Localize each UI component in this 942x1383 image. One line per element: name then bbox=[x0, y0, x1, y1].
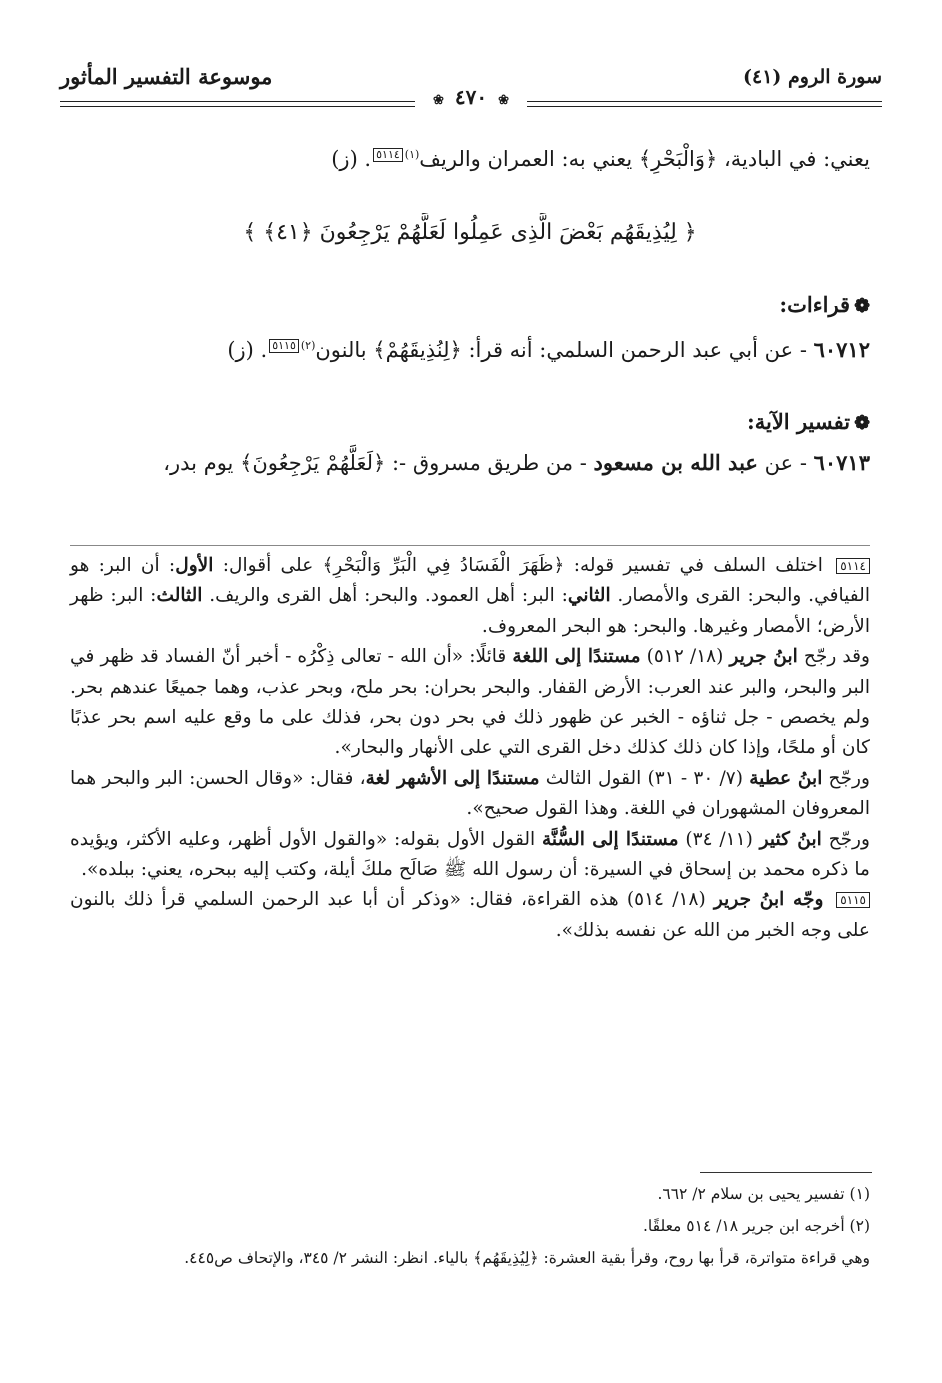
page-number: ٤٧٠ bbox=[454, 85, 488, 109]
commentary-section bbox=[70, 545, 870, 946]
scholar-name: ابنُ عطية bbox=[749, 767, 823, 789]
bold-term: الثاني bbox=[567, 585, 611, 607]
entry-number: ٦٠٧١٢ bbox=[813, 337, 870, 362]
commentary-ref: ٥١١٤ bbox=[373, 148, 403, 162]
page-number-block bbox=[415, 85, 527, 109]
footnote: (٢) أخرجه ابن جرير ١٨/ ٥١٤ معلقًا. bbox=[642, 1217, 870, 1235]
footnote-separator bbox=[700, 1172, 872, 1173]
bold-term: الأول bbox=[175, 555, 214, 576]
paragraph-text: ورجّح bbox=[821, 828, 871, 850]
heading-text: قراءات: bbox=[779, 292, 851, 317]
scholar-name: ابنُ كثير bbox=[759, 828, 822, 850]
entry-text: - من طريق مسروق -: ﴿لَعَلَّهُمْ يَرْجِعُونَ﴾ يوم بدر، bbox=[163, 451, 594, 475]
paragraph-text: (١٨/ ٥١٤) هذه القراءة، فقال: «وذكر أن أبا عبد الرحمن السلمي قرأ ذلك بالنون على وجه الخبر من الله عن نفسه بذلك». bbox=[70, 889, 870, 941]
footnote: (١) تفسير يحيى بن سلام ٢/ ٦٦٢. bbox=[657, 1185, 870, 1203]
footnote: وهي قراءة متواترة، قرأ بها روح، وقرأ بقية العشرة: ﴿لِيُذِيقَهُم﴾ بالياء. انظر: النشر ٢/ ٣٤٥، والإتحاف ص٤٤٥. bbox=[184, 1249, 870, 1267]
commentary-paragraph bbox=[70, 885, 870, 946]
entry-number: ٦٠٧١٣ bbox=[813, 450, 870, 475]
flower-icon: ❁ bbox=[854, 412, 870, 434]
paragraph-text: (٧/ ٣٠ - ٣١) القول الثالث bbox=[539, 767, 750, 789]
bold-term: الثالث bbox=[156, 585, 203, 607]
entry-text: . (ز) bbox=[227, 338, 268, 362]
line-text: . (ز) bbox=[331, 147, 372, 171]
paragraph-text: : البر: ظهر الأرض؛ الأمصار وغيرها. والبحر: هو البحر المعروف. bbox=[70, 585, 870, 637]
surah-title: سورة الروم (٤١) bbox=[743, 66, 882, 88]
main-text bbox=[70, 135, 870, 483]
footnotes bbox=[70, 1182, 870, 1278]
page-header bbox=[60, 58, 882, 120]
commentary-paragraph bbox=[70, 551, 870, 642]
paragraph-text: (١١/ ٣٤) bbox=[678, 828, 760, 850]
commentary-paragraph bbox=[70, 825, 870, 886]
tafsir-entry bbox=[70, 443, 870, 483]
heading-text: تفسير الآية: bbox=[746, 409, 851, 434]
commentary-ref: ٥١١٥ bbox=[269, 339, 299, 353]
ornament-icon: ❀ bbox=[498, 93, 509, 108]
narrator-name: عبد الله بن مسعود bbox=[593, 450, 758, 475]
footnote-mark: (١) bbox=[404, 148, 420, 161]
paragraph-text: وقد رجّح bbox=[797, 646, 871, 668]
flower-icon: ❁ bbox=[854, 295, 870, 317]
paragraph-text: ورجّح bbox=[822, 767, 870, 789]
paragraph-text: : أن البر: هو الفيافي. والبحر: القرى والأمصار. bbox=[70, 555, 870, 607]
reading-entry bbox=[70, 326, 870, 370]
scholar-name: وجّه ابنُ جرير bbox=[713, 889, 833, 911]
paragraph-text: اختلف السلف في تفسير قوله: ﴿ظَهَرَ الْفَسَادُ فِي الْبَرِّ وَالْبَحْرِ﴾ على أقوال: bbox=[213, 555, 833, 576]
quran-verse: ﴿ لِيُذِيقَهُم بَعْضَ الَّذِى عَمِلُوا لَعَلَّهُمْ يَرْجِعُونَ ﴿٤١﴾ ﴾ bbox=[243, 220, 697, 245]
ornament-icon: ❀ bbox=[433, 93, 444, 108]
bold-term: مستندًا إلى اللغة bbox=[512, 646, 641, 668]
paragraph-text: (١٨/ ٥١٢) bbox=[640, 646, 730, 668]
commentary-paragraph bbox=[70, 642, 870, 764]
paragraph-text: القول الأول بقوله: «والقول الأول أظهر، وعليه الأكثر، ويؤيده ما ذكره محمد بن إسحاق في السيرة: أن رسول الله ﷺ صَالَح ملكَ أيلة، وكتب إليه ببحره، يعني: ببلده». bbox=[70, 828, 870, 881]
text-line bbox=[70, 135, 870, 179]
commentary-ref: ٥١١٥ bbox=[836, 892, 870, 908]
entry-text: - عن أبي عبد الرحمن السلمي: أنه قرأ: ﴿لِنُذِيقَهُمْ﴾ بالنون bbox=[315, 338, 814, 362]
bold-term: مستندًا إلى السُّنَّة bbox=[541, 828, 679, 850]
commentary-ref: ٥١١٤ bbox=[836, 558, 870, 574]
paragraph-text: : البر: أهل العمود. والبحر: أهل القرى والريف. bbox=[202, 585, 568, 607]
section-heading-tafsir bbox=[70, 402, 870, 443]
entry-text: - عن bbox=[757, 451, 814, 475]
bold-term: مستندًا إلى الأشهر لغة bbox=[365, 767, 540, 789]
commentary-paragraph bbox=[70, 764, 870, 825]
scholar-name: ابنُ جرير bbox=[729, 646, 798, 668]
footnote-mark: (٢) bbox=[300, 339, 316, 352]
line-text: يعني: في البادية، ﴿وَالْبَحْرِ﴾ يعني به: العمران والريف bbox=[419, 147, 870, 171]
paragraph-text: ، فقال: «وقال الحسن: البر والبحر هما المعروفان المشهوران في اللغة. وهذا القول صحيح». bbox=[70, 767, 870, 820]
paragraph-text: قائلًا: «أن الله - تعالى ذِكْرُه - أخبر أنّ الفساد قد ظهر في البر والبحر، والبر عند العرب: الأرض القفار. والبحر بحران: بحر ملح، وبحر عذب، وهما جميعًا عندهم بحر. ولم يخصص - جل ثناؤه - الخبر عن ظهور ذلك في بحر دون بحر، فذلك على ما وقع عليه اسم بحر عذبًا كان أو ملحًا، وإذا كان ذلك كذلك دخل القرى التي على الأنهار والبحار». bbox=[70, 646, 870, 759]
book-title: موسوعة التفسير المأثور bbox=[60, 64, 273, 89]
section-heading-readings bbox=[70, 285, 870, 326]
